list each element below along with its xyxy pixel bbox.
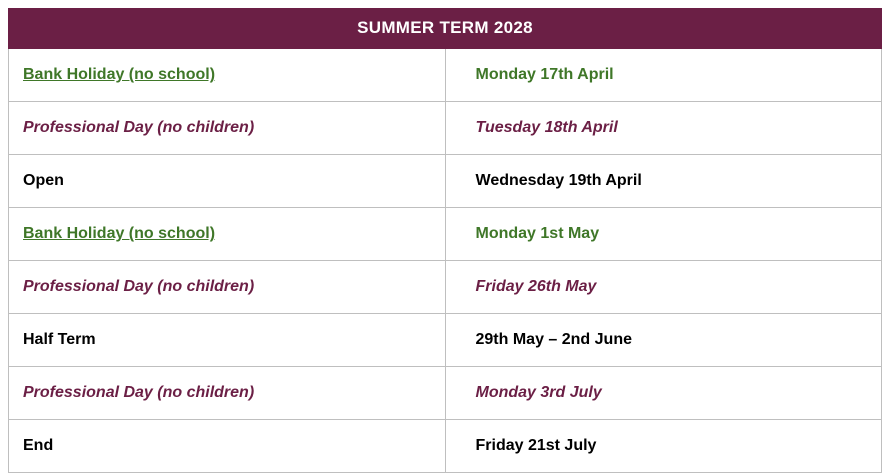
event-label: Half Term (23, 331, 96, 349)
event-cell (9, 261, 446, 314)
event-cell (9, 155, 446, 208)
date-label: Monday 1st May (475, 225, 600, 243)
event-label: Bank Holiday (no school) (23, 225, 216, 243)
table-row (9, 102, 882, 155)
date-label: Wednesday 19th April (475, 172, 642, 190)
date-cell (445, 420, 882, 473)
event-cell (9, 367, 446, 420)
date-label: Friday 21st July (475, 437, 597, 455)
date-label: 29th May – 2nd June (475, 331, 632, 349)
date-cell (445, 367, 882, 420)
date-label: Friday 26th May (475, 278, 597, 296)
date-label: Tuesday 18th April (475, 119, 618, 137)
event-label: Professional Day (no children) (23, 278, 255, 296)
date-cell (445, 155, 882, 208)
table-header-row (9, 9, 882, 49)
event-cell (9, 208, 446, 261)
event-label: Open (23, 172, 64, 190)
event-label: Professional Day (no children) (23, 119, 255, 137)
page-title: SUMMER TERM 2028 (9, 9, 882, 49)
table-row (9, 155, 882, 208)
date-cell (445, 208, 882, 261)
date-cell (445, 314, 882, 367)
date-label: Monday 3rd July (475, 384, 602, 402)
event-cell (9, 102, 446, 155)
date-label: Monday 17th April (475, 66, 614, 84)
date-cell (445, 49, 882, 102)
event-cell (9, 314, 446, 367)
table-row (9, 49, 882, 102)
table-row (9, 208, 882, 261)
table-row (9, 314, 882, 367)
table-body (9, 49, 882, 473)
event-label: Professional Day (no children) (23, 384, 255, 402)
table-row (9, 420, 882, 473)
event-cell (9, 420, 446, 473)
date-cell (445, 261, 882, 314)
table-row (9, 367, 882, 420)
table-row (9, 261, 882, 314)
event-cell (9, 49, 446, 102)
summer-term-table (8, 8, 882, 473)
event-label: Bank Holiday (no school) (23, 66, 216, 84)
event-label: End (23, 437, 54, 455)
date-cell (445, 102, 882, 155)
